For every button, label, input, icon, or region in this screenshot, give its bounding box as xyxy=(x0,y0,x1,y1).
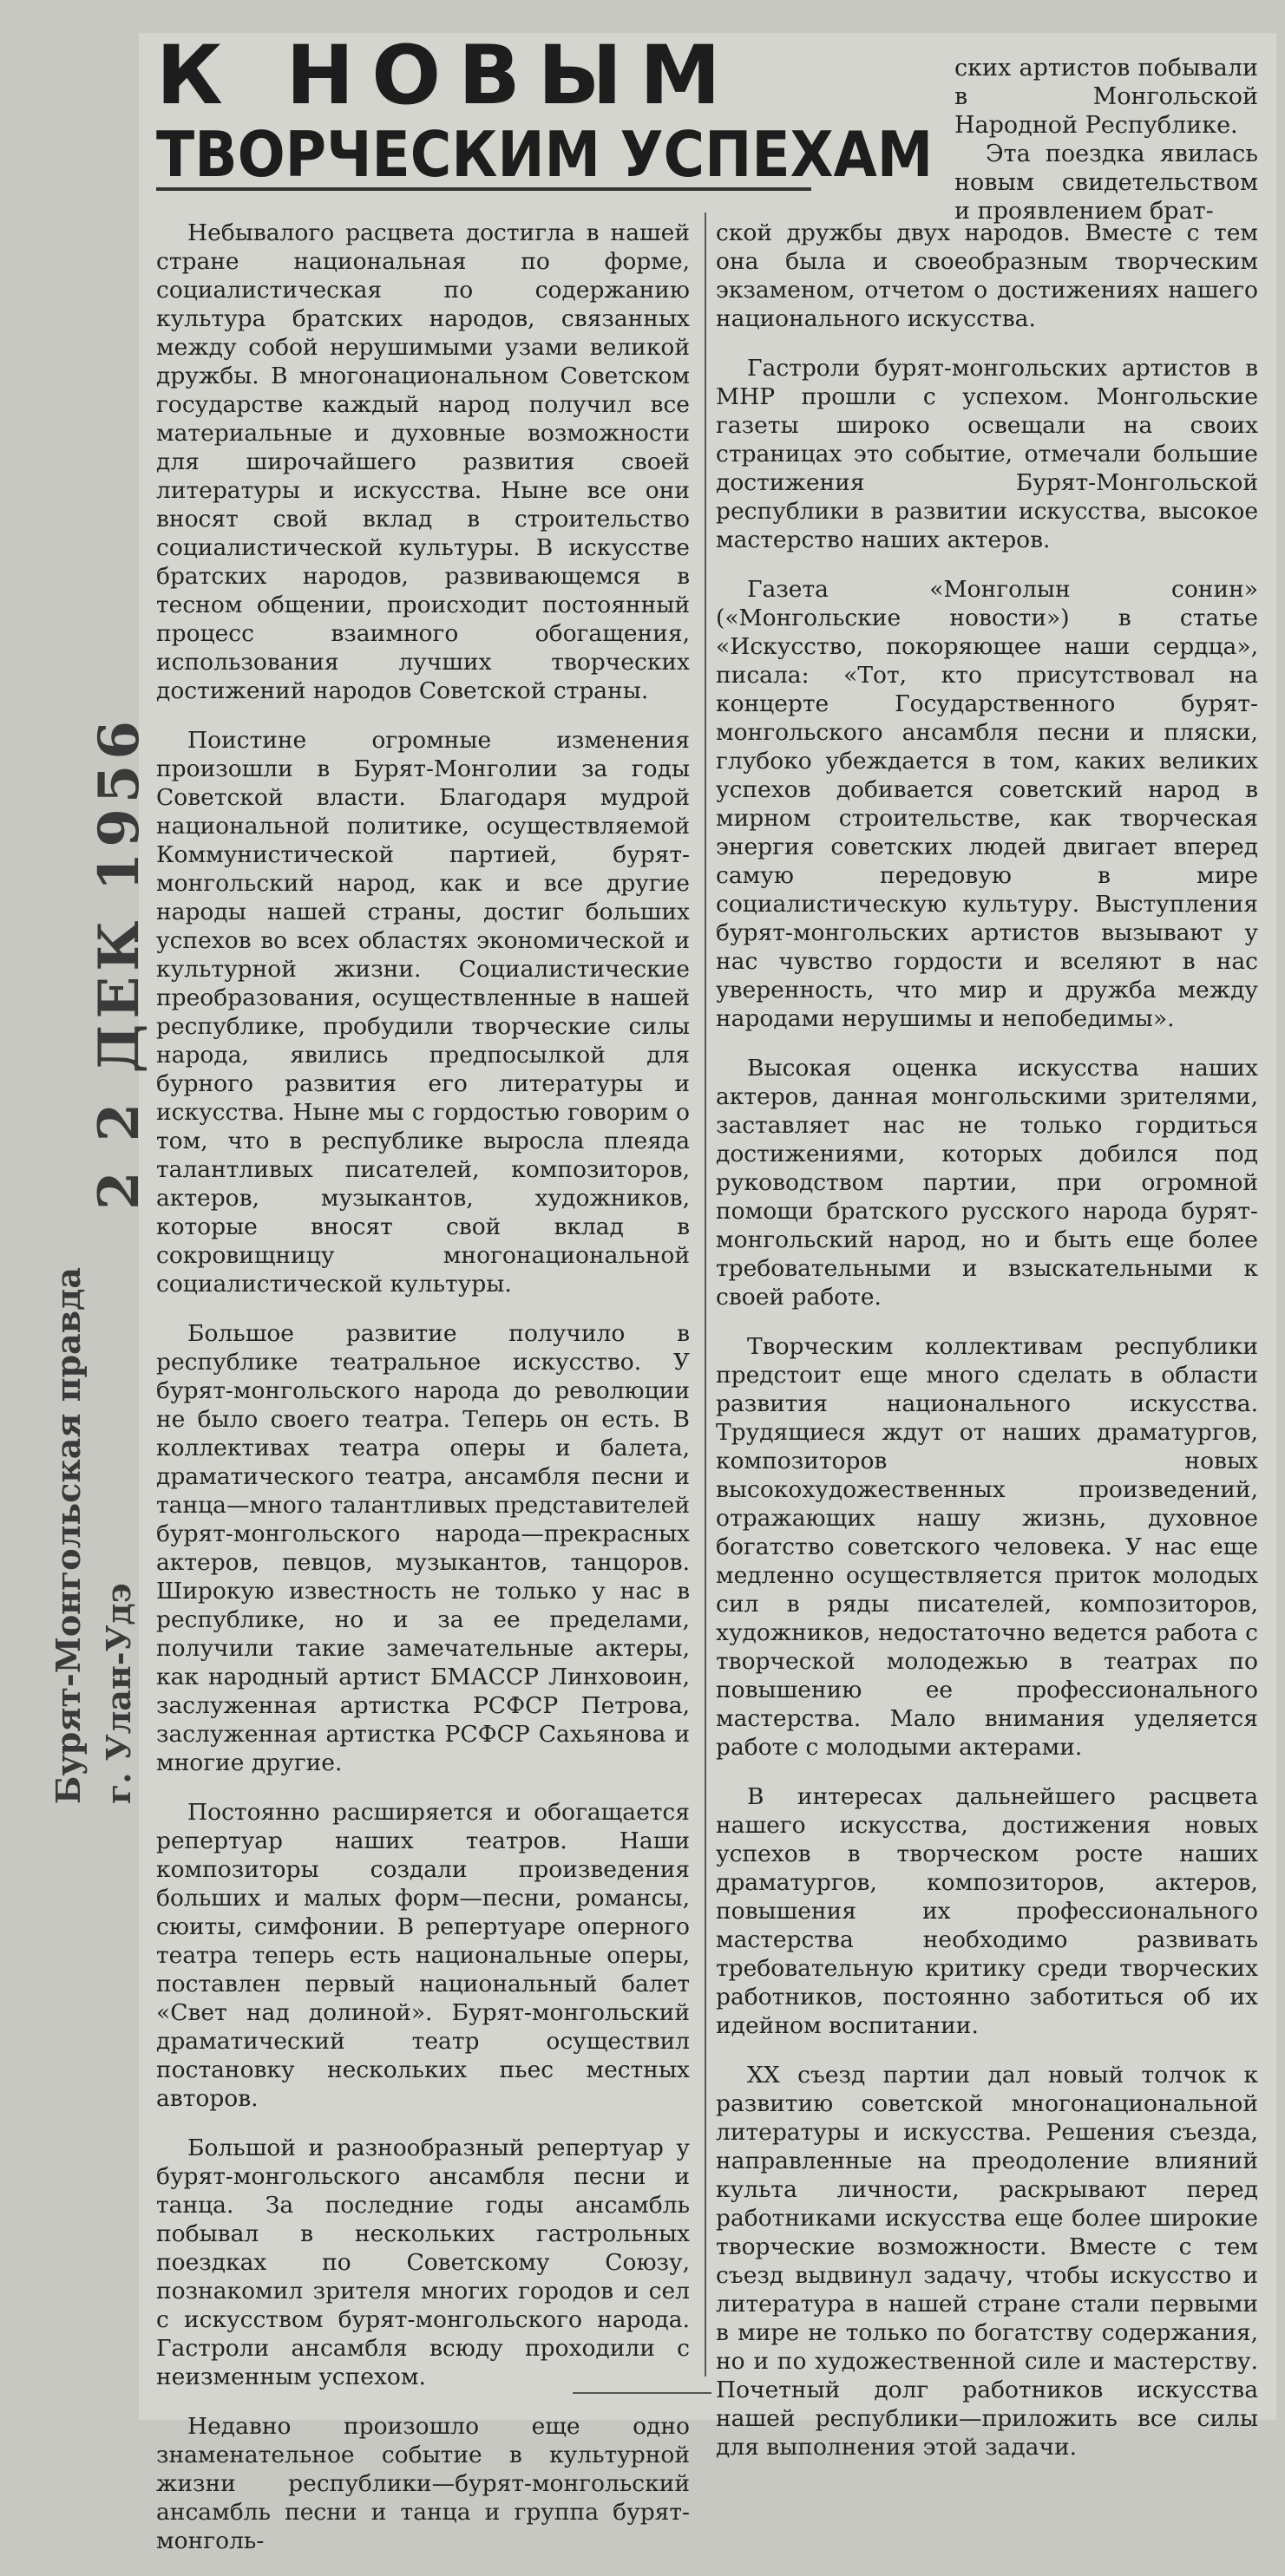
headline-line-1: К НОВЫМ xyxy=(156,29,738,123)
date-stamp: 2 2 ДЕК 1956 xyxy=(87,716,152,1210)
paragraph: В интересах дальнейшего расцвета нашего искусства, достижения новых успехов в творческом росте наших драматургов, композиторов, актеров, повышения их профессионального мастерства необходимо развивать требовательную критику среди творческих работников, постоянно заботиться об их идейном воспитании. xyxy=(716,1783,1258,2039)
paragraph: ских артистов побывали в Монгольской Народной Республике. xyxy=(954,55,1258,139)
left-column xyxy=(156,219,690,2576)
paragraph: Газета «Монголын сонин» («Монгольские новости») в статье «Искусство, покоряющее наши сердца», писала: «Тот, кто присутствовал на концерте Государственного бурят-монгольского ансамбля песни и пляски, глубоко убеждается в том, каких великих успехов добивается советский народ в мирном строительстве, как творческая энергия советских людей двигает вперед самую передовую в мире социалистическую культуру. Выступления бурят-монгольских артистов вызывают у нас чувство гордости и вселяют в нас уверенность, что мир и дружба между народами нерушимы и непобедимы». xyxy=(716,576,1258,1032)
headline-rule xyxy=(156,187,811,191)
paragraph: Эта поездка явилась новым свидетельством и проявлением брат- xyxy=(954,141,1258,225)
paragraph: XX съезд партии дал новый толчок к развитию советской многонациональной литературы и искусства. Решения съезда, направленные на преодоление влияний культа личности, раскрывают перед работниками искусства еще более широкие творческие возможности. Вместе с тем съезд выдвинул задачу, чтобы искусство и литература в нашей стране стали первыми в мире не только по богатству содержания, но и по художественной силе и мастерству. Почетный долг работников искусства нашей республики—приложить все силы для выполнения этой задачи. xyxy=(716,2062,1258,2461)
paragraph: Высокая оценка искусства наших актеров, данная монгольскими зрителями, заставляет нас не только гордиться достижениями, которых добился под руководством партии, при огромной помощи братского русского народа бурят-монгольский народ, но и быть еще более требовательными и взыскательными к своей работе. xyxy=(716,1055,1258,1311)
paragraph: Большое развитие получило в республике театральное искусство. У бурят-монгольского народа до революции не было своего театра. Теперь он есть. В коллективах театра оперы и балета, драматического театра, ансамбля песни и танца—много талантливых представителей бурят-монгольского народа—прекрасных актеров, певцов, музыкантов, танцоров. Широкую известность не только у нас в республике, но и за ее пределами, получили такие замечательные актеры, как народный артист БМАССР Линховоин, заслуженная артистка РСФСР Петрова, заслуженная артистка РСФСР Сахьянова и многие другие. xyxy=(156,1320,690,1776)
column-divider xyxy=(705,212,706,2377)
source-city: г. Улан-Удэ xyxy=(99,1583,138,1804)
top-right-column xyxy=(954,54,1258,226)
paragraph: Небывалого расцвета достигла в нашей стране национальная по форме, социалистическая по содержанию культура братских народов, связанных между собой нерушимыми узами великой дружбы. В многонациональном Советском государстве каждый народ получил все материальные и духовные возможности для широчайшего развития своей литературы и искусства. Ныне все они вносят свой вклад в строительство социалистической культуры. В искусстве братских народов, развивающемся в тесном общении, происходит постоянный процесс взаимного обогащения, использования лучших творческих достижений народов Советской страны. xyxy=(156,219,690,704)
paragraph: Постоянно расширяется и обогащается репертуар наших театров. Наши композиторы создали произведения больших и малых форм—песни, романсы, сюиты, симфонии. В репертуаре оперного театра теперь есть национальные оперы, поставлен первый национальный балет «Свет над долиной». Бурят-монгольский драматический театр осуществил постановку нескольких пьес местных авторов. xyxy=(156,1799,690,2112)
article-headline xyxy=(156,29,934,191)
headline-line-2: ТВОРЧЕСКИМ УСПЕХАМ xyxy=(156,118,934,191)
paragraph: Большой и разнообразный репертуар у бурят-монгольского ансамбля песни и танца. За последние годы ансамбль побывал в нескольких гастрольных поездках по Советскому Союзу, познакомил зрителя многих городов и сел с искусством бурят-монгольского народа. Гастроли ансамбля всюду проходили с неизменным успехом. xyxy=(156,2135,690,2390)
paragraph: Недавно произошло еще одно знаменательное событие в культурной жизни республики—бурят-монгольский ансамбль песни и танца и группа бурят-монголь- xyxy=(156,2413,690,2554)
paragraph: ской дружбы двух народов. Вместе с тем она была и своеобразным творческим экзаменом, отчетом о достижениях нашего национального искусства. xyxy=(716,219,1258,332)
bottom-rule xyxy=(573,2392,711,2394)
source-stamp xyxy=(43,1267,144,1804)
source-newspaper: Бурят-Монгольская правда xyxy=(49,1266,88,1804)
paragraph: Творческим коллективам республики предстоит еще много сделать в области развития национального искусства. Трудящиеся ждут от наших драматургов, композиторов новых высокохудожественных произведений, отражающих нашу жизнь, духовное богатство советского человека. У нас еще медленно осуществляется приток молодых сил в ряды писателей, композиторов, художников, недостаточно ведется работа с творческой молодежью в театрах по повышению ее профессионального мастерства. Мало внимания уделяется работе с молодыми актерами. xyxy=(716,1333,1258,1761)
paragraph: Поистине огромные изменения произошли в Бурят-Монголии за годы Советской власти. Благодаря мудрой национальной политике, осуществляемой Коммунистической партией, бурят-монгольский народ, как и все другие народы нашей страны, достиг больших успехов во всех областях экономической и культурной жизни. Социалистические преобразования, осуществленные в нашей республике, пробудили творческие силы народа, явились предпосылкой для бурного развития его литературы и искусства. Ныне мы с гордостью говорим о том, что в республике выросла плеяда талантливых писателей, композиторов, актеров, музыкантов, художников, которые вносят свой вклад в сокровищницу многонациональной социалистической культуры. xyxy=(156,727,690,1298)
paragraph: Гастроли бурят-монгольских артистов в МНР прошли с успехом. Монгольские газеты широко освещали на своих страницах это событие, отмечали большие достижения Бурят-Монгольской республики в развитии искусства, высокое мастерство наших актеров. xyxy=(716,355,1258,553)
right-column xyxy=(716,219,1258,2482)
